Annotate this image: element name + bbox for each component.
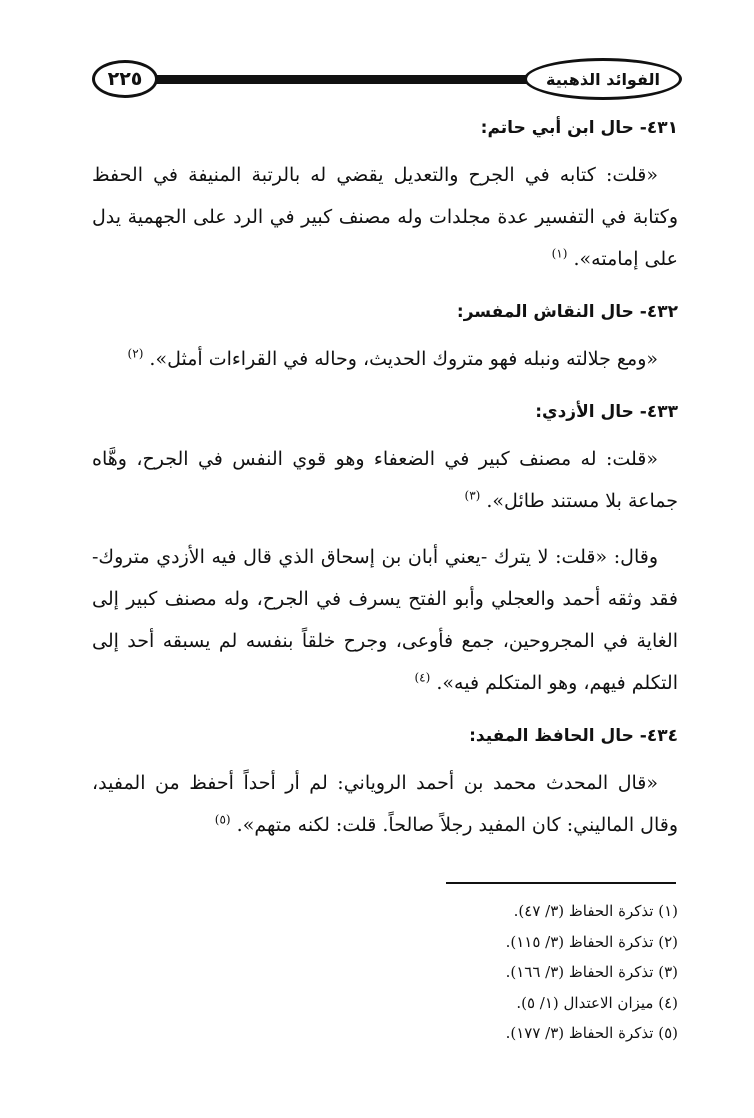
book-title: الفوائد الذهبية [524, 58, 682, 100]
page-header [92, 58, 682, 106]
footnote-ref: (٢) [127, 346, 144, 361]
footnote-ref: (٥) [214, 812, 231, 827]
footnote-ref: (٣) [464, 488, 481, 503]
footnote-item: (٥) تذكرة الحفاظ (٣/ ١٧٧). [505, 1024, 678, 1042]
footnote-item: (٢) تذكرة الحفاظ (٣/ ١١٥). [505, 932, 678, 951]
footnote-ref: (٤) [414, 670, 431, 685]
footnote-item: (٤) ميزان الاعتدال (١/ ٥). [516, 993, 678, 1012]
paragraph [92, 536, 678, 704]
paragraph-text: «قال المحدث محمد بن أحمد الروياني: لم أر أحداً أحفظ من المفيد، وقال الماليني: كان المفيد رجلاً صالحاً. قلت: لكنه متهم». [92, 772, 678, 836]
paragraph [92, 154, 678, 280]
paragraph [92, 338, 678, 380]
section-heading-432: ٤٣٢- حال النقاش المفسر: [456, 302, 678, 322]
main-text [92, 108, 678, 858]
paragraph-text: وقال: «قلت: لا يترك -يعني أبان بن إسحاق الذي قال فيه الأزدي متروك- فقد وثقه أحمد والعجلي وأبو الفتح يسرف في الجرح، وله مصنف كبير إلى الغاية في المجروحين، جمع فأوعى، وجرح خلقاً بنفسه لم يسبقه أحد إلى التكلم فيهم، وهو المتكلم فيه». [92, 546, 678, 694]
footnote-item: (٣) تذكرة الحفاظ (٣/ ١٦٦). [505, 963, 678, 981]
paragraph-text: «ومع جلالته ونبله فهو متروك الحديث، وحاله في القراءات أمثل». [149, 348, 658, 370]
paragraph [92, 762, 678, 846]
page-number: ٢٢٥ [92, 60, 158, 98]
section-heading-433: ٤٣٣- حال الأزدي: [535, 402, 678, 422]
paragraph [92, 438, 678, 522]
section-heading-431: ٤٣١- حال ابن أبي حاتم: [480, 118, 678, 138]
footnote-ref: (١) [551, 246, 568, 261]
footnote-item: (١) تذكرة الحفاظ (٣/ ٤٧). [513, 902, 678, 920]
section-heading-434: ٤٣٤- حال الحافظ المفيد: [469, 726, 678, 746]
paragraph-text: «قلت: له مصنف كبير في الضعفاء وهو قوي النفس في الجرح، وهَّاه جماعة بلا مستند طائل». [92, 448, 678, 512]
footnotes [92, 896, 678, 1049]
footnote-separator [446, 882, 676, 884]
header-rule [142, 75, 534, 84]
paragraph-text: «قلت: كتابه في الجرح والتعديل يقضي له بالرتبة المنيفة في الحفظ وكتابة في التفسير عدة مجلدات وله مصنف كبير في الرد على الجهمية يدل على إمامته». [92, 164, 678, 270]
